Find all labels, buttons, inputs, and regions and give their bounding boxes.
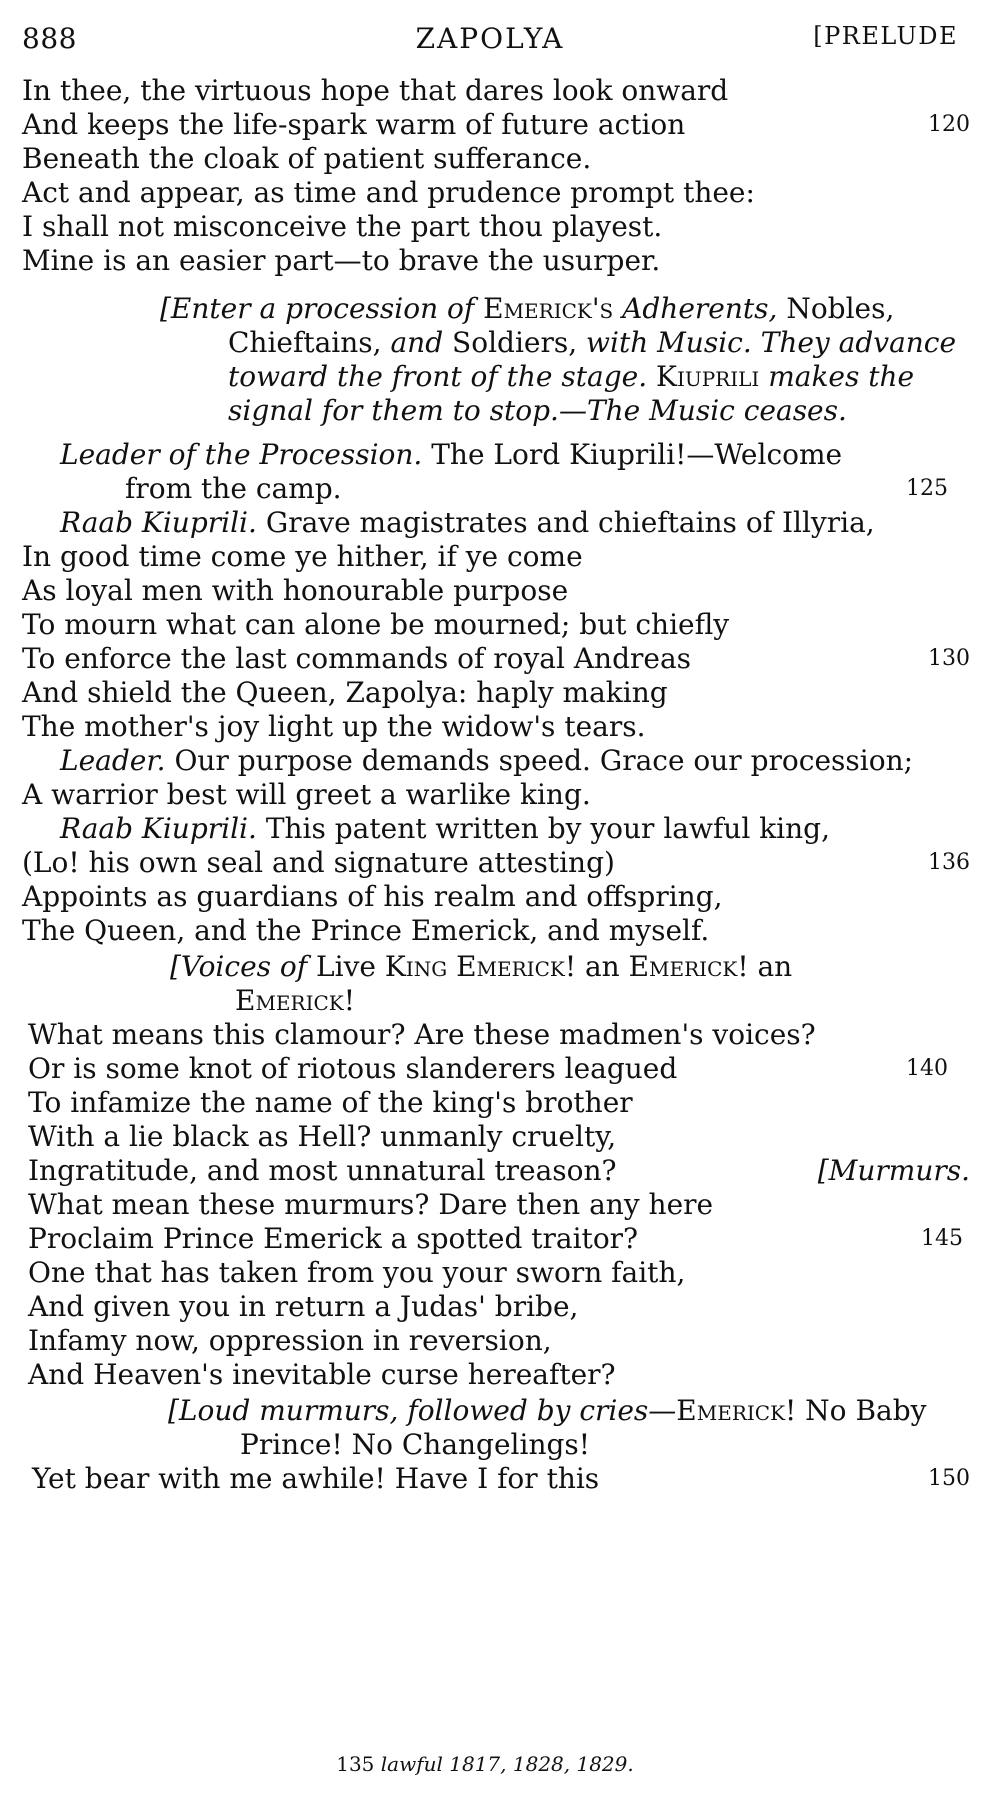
stage-direction: signal for them to stop.—The Music ceases. — [228, 394, 847, 427]
stage-direction: toward the front of the stage. Kiuprili makes the — [228, 360, 915, 393]
verse-line: And Heaven's inevitable curse hereafter? — [28, 1358, 616, 1391]
line-number: 145 — [921, 1226, 963, 1251]
verse-line: Infamy now, oppression in reversion, — [28, 1324, 552, 1357]
verse-line: What mean these murmurs? Dare then any here — [28, 1188, 714, 1221]
footnote: 135 lawful 1817, 1828, 1829. — [336, 1752, 634, 1776]
verse-line: Or is some knot of riotous slanderers leagued 140 — [28, 1050, 948, 1088]
stage-direction: [Voices of Live King Emerick! an Emerick! an — [170, 950, 793, 983]
speech-line: Raab Kiuprili. This patent written by your lawful king, — [60, 812, 830, 845]
verse-line: Beneath the cloak of patient sufferance. — [22, 142, 592, 175]
speech-line: Leader. Our purpose demands speed. Grace our procession; — [60, 744, 914, 777]
verse-line: And keeps the life-spark warm of future action 120 — [22, 106, 970, 144]
verse-line: Ingratitude, and most unnatural treason? [Murmurs. — [28, 1152, 970, 1190]
verse-line: To infamize the name of the king's brother — [28, 1086, 633, 1119]
verse-line: Yet bear with me awhile! Have I for this 150 — [32, 1460, 970, 1498]
page-number: 888 — [22, 22, 77, 55]
verse-line: I shall not misconceive the part thou playest. — [22, 210, 663, 243]
speaker-name: Leader. — [60, 744, 166, 777]
verse-line: The Queen, and the Prince Emerick, and myself. — [22, 914, 710, 947]
stage-direction: [Loud murmurs, followed by cries—Emerick! No Baby — [168, 1394, 927, 1427]
verse-line: As loyal men with honourable purpose — [22, 574, 569, 607]
speaker-name: Raab Kiuprili. — [60, 812, 257, 845]
verse-line: What means this clamour? Are these madmen's voices? — [28, 1018, 816, 1051]
speaker-name: Leader of the Procession. — [60, 438, 423, 471]
stage-direction: Emerick! — [235, 984, 355, 1017]
line-number: 130 — [928, 646, 970, 671]
speech-line: Raab Kiuprili. Grave magistrates and chieftains of Illyria, — [60, 506, 875, 539]
speaker-name: Raab Kiuprili. — [60, 506, 257, 539]
verse-line: Act and appear, as time and prudence prompt thee: — [22, 176, 755, 209]
verse-line: To mourn what can alone be mourned; but chiefly — [22, 608, 730, 641]
verse-line: Appoints as guardians of his realm and offspring, — [22, 880, 723, 913]
line-number: 140 — [906, 1056, 948, 1081]
stage-direction: [Murmurs. — [817, 1154, 970, 1187]
verse-line: With a lie black as Hell? unmanly cruelty, — [28, 1120, 617, 1153]
verse-line: A warrior best will greet a warlike king. — [22, 778, 591, 811]
verse-line: from the camp. 125 — [125, 470, 948, 508]
running-title: ZAPOLYA — [415, 22, 565, 55]
verse-line: The mother's joy light up the widow's tears. — [22, 710, 646, 743]
line-number: 150 — [928, 1466, 970, 1491]
stage-direction: Chieftains, and Soldiers, with Music. They advance — [228, 326, 957, 359]
speech-line: Leader of the Procession. The Lord Kiuprili!—Welcome — [60, 438, 843, 471]
line-number: 136 — [928, 850, 970, 875]
verse-line: And shield the Queen, Zapolya: haply making — [22, 676, 668, 709]
verse-line: Mine is an easier part—to brave the usurper. — [22, 244, 661, 277]
line-number: 125 — [906, 476, 948, 501]
stage-direction: Prince! No Changelings! — [240, 1428, 591, 1461]
section-label: [PRELUDE — [813, 22, 958, 50]
verse-line: (Lo! his own seal and signature attesting) 136 — [22, 844, 970, 882]
verse-line: In thee, the virtuous hope that dares look onward — [22, 74, 729, 107]
stage-direction: [Enter a procession of Emerick's Adherents, Nobles, — [160, 292, 895, 325]
verse-line: One that has taken from you your sworn faith, — [28, 1256, 686, 1289]
verse-line: And given you in return a Judas' bribe, — [28, 1290, 579, 1323]
verse-line: To enforce the last commands of royal Andreas 130 — [22, 640, 970, 678]
verse-line: In good time come ye hither, if ye come — [22, 540, 583, 573]
verse-line: Proclaim Prince Emerick a spotted traitor? 145 — [28, 1220, 963, 1258]
line-number: 120 — [928, 112, 970, 137]
